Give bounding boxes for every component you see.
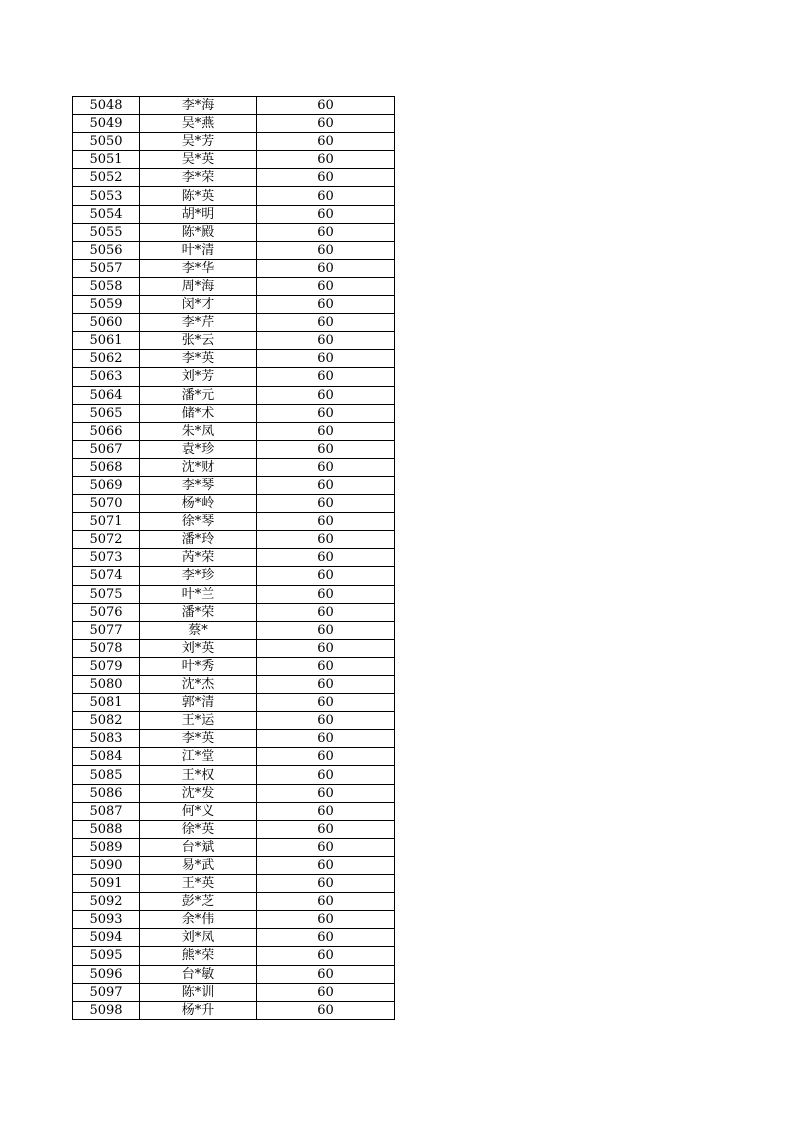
table-row	[73, 151, 395, 169]
row-id-cell: 5054	[73, 205, 140, 223]
name-cell: 李*华	[140, 259, 257, 277]
row-id-cell: 5082	[73, 712, 140, 730]
table-row	[73, 332, 395, 350]
table-row	[73, 368, 395, 386]
row-id-cell: 5056	[73, 241, 140, 259]
row-id-cell: 5074	[73, 567, 140, 585]
score-cell: 60	[257, 314, 395, 332]
table-row	[73, 802, 395, 820]
table-row	[73, 676, 395, 694]
data-table	[72, 96, 395, 1020]
name-cell: 陈*英	[140, 187, 257, 205]
table-row	[73, 495, 395, 513]
score-cell: 60	[257, 730, 395, 748]
row-id-cell: 5078	[73, 639, 140, 657]
name-cell: 李*琴	[140, 476, 257, 494]
row-id-cell: 5087	[73, 802, 140, 820]
name-cell: 杨*升	[140, 1001, 257, 1019]
score-cell: 60	[257, 332, 395, 350]
score-cell: 60	[257, 820, 395, 838]
table-row	[73, 657, 395, 675]
row-id-cell: 5096	[73, 965, 140, 983]
row-id-cell: 5072	[73, 531, 140, 549]
row-id-cell: 5076	[73, 603, 140, 621]
score-cell: 60	[257, 205, 395, 223]
table-row	[73, 296, 395, 314]
row-id-cell: 5084	[73, 748, 140, 766]
table-row	[73, 513, 395, 531]
table-row	[73, 748, 395, 766]
score-cell: 60	[257, 929, 395, 947]
table-row	[73, 766, 395, 784]
score-cell: 60	[257, 603, 395, 621]
table-row	[73, 531, 395, 549]
score-cell: 60	[257, 422, 395, 440]
name-cell: 叶*兰	[140, 585, 257, 603]
score-cell: 60	[257, 766, 395, 784]
score-cell: 60	[257, 983, 395, 1001]
row-id-cell: 5080	[73, 676, 140, 694]
score-cell: 60	[257, 893, 395, 911]
table-row	[73, 133, 395, 151]
score-cell: 60	[257, 169, 395, 187]
score-cell: 60	[257, 947, 395, 965]
name-cell: 沈*发	[140, 784, 257, 802]
score-cell: 60	[257, 241, 395, 259]
name-cell: 余*伟	[140, 911, 257, 929]
name-cell: 李*英	[140, 350, 257, 368]
name-cell: 台*敏	[140, 965, 257, 983]
table-row	[73, 223, 395, 241]
score-cell: 60	[257, 350, 395, 368]
table-row	[73, 1001, 395, 1019]
name-cell: 易*武	[140, 856, 257, 874]
score-cell: 60	[257, 639, 395, 657]
row-id-cell: 5083	[73, 730, 140, 748]
table-row	[73, 386, 395, 404]
row-id-cell: 5090	[73, 856, 140, 874]
name-cell: 王*权	[140, 766, 257, 784]
score-cell: 60	[257, 838, 395, 856]
table-row	[73, 911, 395, 929]
row-id-cell: 5098	[73, 1001, 140, 1019]
name-cell: 李*芹	[140, 314, 257, 332]
name-cell: 张*云	[140, 332, 257, 350]
table-row	[73, 730, 395, 748]
row-id-cell: 5071	[73, 513, 140, 531]
score-cell: 60	[257, 802, 395, 820]
table-row	[73, 639, 395, 657]
row-id-cell: 5062	[73, 350, 140, 368]
name-cell: 李*英	[140, 730, 257, 748]
name-cell: 沈*财	[140, 458, 257, 476]
name-cell: 胡*明	[140, 205, 257, 223]
row-id-cell: 5065	[73, 404, 140, 422]
table-body	[73, 97, 395, 1020]
row-id-cell: 5085	[73, 766, 140, 784]
name-cell: 郭*清	[140, 694, 257, 712]
table-row	[73, 875, 395, 893]
row-id-cell: 5049	[73, 115, 140, 133]
score-cell: 60	[257, 657, 395, 675]
score-cell: 60	[257, 621, 395, 639]
row-id-cell: 5067	[73, 440, 140, 458]
table-row	[73, 259, 395, 277]
table-row	[73, 694, 395, 712]
table-row	[73, 422, 395, 440]
table-row	[73, 169, 395, 187]
score-cell: 60	[257, 440, 395, 458]
row-id-cell: 5053	[73, 187, 140, 205]
table-row	[73, 983, 395, 1001]
row-id-cell: 5088	[73, 820, 140, 838]
name-cell: 潘*元	[140, 386, 257, 404]
score-cell: 60	[257, 513, 395, 531]
row-id-cell: 5048	[73, 97, 140, 115]
table-row	[73, 549, 395, 567]
score-cell: 60	[257, 296, 395, 314]
score-cell: 60	[257, 712, 395, 730]
row-id-cell: 5081	[73, 694, 140, 712]
row-id-cell: 5050	[73, 133, 140, 151]
score-cell: 60	[257, 476, 395, 494]
score-cell: 60	[257, 965, 395, 983]
score-cell: 60	[257, 495, 395, 513]
score-cell: 60	[257, 386, 395, 404]
table-row	[73, 277, 395, 295]
row-id-cell: 5077	[73, 621, 140, 639]
name-cell: 蔡*	[140, 621, 257, 639]
score-cell: 60	[257, 277, 395, 295]
table-row	[73, 603, 395, 621]
name-cell: 潘*玲	[140, 531, 257, 549]
name-cell: 熊*荣	[140, 947, 257, 965]
name-cell: 沈*杰	[140, 676, 257, 694]
row-id-cell: 5091	[73, 875, 140, 893]
name-cell: 吴*英	[140, 151, 257, 169]
score-cell: 60	[257, 694, 395, 712]
name-cell: 刘*芳	[140, 368, 257, 386]
row-id-cell: 5060	[73, 314, 140, 332]
score-cell: 60	[257, 404, 395, 422]
name-cell: 潘*荣	[140, 603, 257, 621]
score-cell: 60	[257, 567, 395, 585]
name-cell: 朱*凤	[140, 422, 257, 440]
name-cell: 袁*珍	[140, 440, 257, 458]
row-id-cell: 5070	[73, 495, 140, 513]
row-id-cell: 5069	[73, 476, 140, 494]
score-cell: 60	[257, 187, 395, 205]
table-row	[73, 187, 395, 205]
name-cell: 陈*训	[140, 983, 257, 1001]
score-cell: 60	[257, 151, 395, 169]
table-row	[73, 97, 395, 115]
name-cell: 刘*凤	[140, 929, 257, 947]
row-id-cell: 5075	[73, 585, 140, 603]
row-id-cell: 5055	[73, 223, 140, 241]
table-row	[73, 205, 395, 223]
table-row	[73, 476, 395, 494]
name-cell: 杨*岭	[140, 495, 257, 513]
row-id-cell: 5061	[73, 332, 140, 350]
table-row	[73, 115, 395, 133]
row-id-cell: 5058	[73, 277, 140, 295]
table-row	[73, 314, 395, 332]
score-cell: 60	[257, 1001, 395, 1019]
table-row	[73, 784, 395, 802]
name-cell: 周*海	[140, 277, 257, 295]
row-id-cell: 5079	[73, 657, 140, 675]
name-cell: 吴*燕	[140, 115, 257, 133]
score-cell: 60	[257, 97, 395, 115]
table-row	[73, 893, 395, 911]
table-row	[73, 856, 395, 874]
table-row	[73, 241, 395, 259]
row-id-cell: 5063	[73, 368, 140, 386]
score-cell: 60	[257, 368, 395, 386]
name-cell: 吴*芳	[140, 133, 257, 151]
name-cell: 王*运	[140, 712, 257, 730]
table-row	[73, 712, 395, 730]
row-id-cell: 5073	[73, 549, 140, 567]
score-cell: 60	[257, 133, 395, 151]
name-cell: 陈*殿	[140, 223, 257, 241]
table-row	[73, 458, 395, 476]
table-row	[73, 585, 395, 603]
name-cell: 叶*清	[140, 241, 257, 259]
score-cell: 60	[257, 875, 395, 893]
name-cell: 芮*荣	[140, 549, 257, 567]
score-cell: 60	[257, 676, 395, 694]
row-id-cell: 5057	[73, 259, 140, 277]
table-row	[73, 404, 395, 422]
name-cell: 江*堂	[140, 748, 257, 766]
name-cell: 李*荣	[140, 169, 257, 187]
row-id-cell: 5089	[73, 838, 140, 856]
row-id-cell: 5052	[73, 169, 140, 187]
score-cell: 60	[257, 223, 395, 241]
name-cell: 王*英	[140, 875, 257, 893]
row-id-cell: 5051	[73, 151, 140, 169]
name-cell: 储*术	[140, 404, 257, 422]
score-cell: 60	[257, 748, 395, 766]
name-cell: 台*斌	[140, 838, 257, 856]
score-cell: 60	[257, 531, 395, 549]
table-row	[73, 567, 395, 585]
row-id-cell: 5094	[73, 929, 140, 947]
row-id-cell: 5064	[73, 386, 140, 404]
row-id-cell: 5086	[73, 784, 140, 802]
name-cell: 彭*芝	[140, 893, 257, 911]
name-cell: 李*珍	[140, 567, 257, 585]
score-cell: 60	[257, 856, 395, 874]
score-cell: 60	[257, 784, 395, 802]
score-cell: 60	[257, 585, 395, 603]
row-id-cell: 5068	[73, 458, 140, 476]
name-cell: 徐*琴	[140, 513, 257, 531]
name-cell: 徐*英	[140, 820, 257, 838]
table-row	[73, 965, 395, 983]
score-cell: 60	[257, 259, 395, 277]
row-id-cell: 5097	[73, 983, 140, 1001]
score-cell: 60	[257, 911, 395, 929]
table-row	[73, 947, 395, 965]
table-row	[73, 350, 395, 368]
row-id-cell: 5066	[73, 422, 140, 440]
table-row	[73, 440, 395, 458]
row-id-cell: 5059	[73, 296, 140, 314]
score-cell: 60	[257, 115, 395, 133]
score-cell: 60	[257, 549, 395, 567]
table-row	[73, 621, 395, 639]
name-cell: 刘*英	[140, 639, 257, 657]
name-cell: 李*海	[140, 97, 257, 115]
row-id-cell: 5093	[73, 911, 140, 929]
table-row	[73, 929, 395, 947]
row-id-cell: 5095	[73, 947, 140, 965]
row-id-cell: 5092	[73, 893, 140, 911]
table-row	[73, 820, 395, 838]
name-cell: 叶*秀	[140, 657, 257, 675]
name-cell: 闵*才	[140, 296, 257, 314]
name-cell: 何*义	[140, 802, 257, 820]
score-cell: 60	[257, 458, 395, 476]
table-row	[73, 838, 395, 856]
